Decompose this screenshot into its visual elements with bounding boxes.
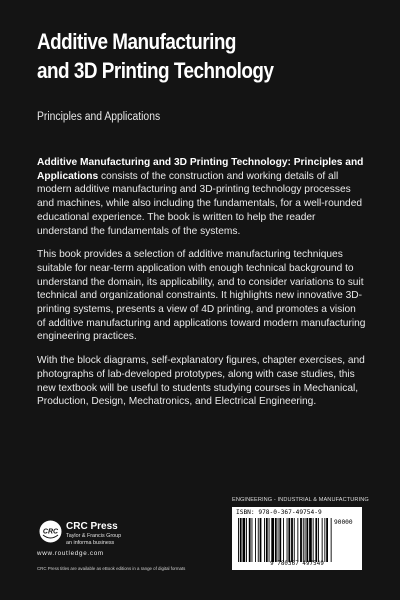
description-paragraph-1 bbox=[37, 156, 367, 238]
description-paragraph-1-text: consists of the construction and working details of all modern additive manufacturing and 3D-printing technology processes and machines, while also including the fundamentals, for a well-rounded educational experience. The book is written to help the reader understand the fundamentals of the systems. bbox=[37, 170, 363, 237]
description-bold-title: Additive Manufacturing and 3D Printing Technology: Principles and Applications bbox=[37, 157, 364, 182]
subject-category: ENGINEERING - INDUSTRIAL & MANUFACTURING bbox=[232, 497, 369, 503]
price-code: 90000 bbox=[334, 519, 353, 526]
publisher-name: CRC Press bbox=[66, 521, 118, 532]
book-subtitle: Principles and Applications bbox=[37, 111, 161, 123]
logo-text: CRC bbox=[42, 528, 59, 536]
description-paragraph-3: With the block diagrams, self-explanatory figures, chapter exercises, and photographs of lab-developed prototypes, along with case studies, this new textbook will be useful to students studying courses in Mechanical, Production, Design, Mechatronics, and Electrical Engineering. bbox=[37, 355, 365, 408]
barcode-digits: 9 780367 497549 bbox=[270, 561, 324, 567]
description-paragraph-2: This book provides a selection of additive manufacturing techniques suitable for near-term application with enough technical background to understand the domain, its applicability, and to consider variations to suit technical and organizational constraints. It highlights new innovative 3D-printing systems, presents a view of 4D printing, and promotes a vision of additive manufacturing and applications toward modern manufacturing engineering practices. bbox=[37, 249, 366, 343]
book-description bbox=[37, 156, 367, 419]
book-title-line-2: and 3D Printing Technology bbox=[37, 58, 274, 83]
publisher-url[interactable]: www.routledge.com bbox=[37, 550, 104, 557]
book-title bbox=[37, 27, 314, 85]
barcode-label bbox=[232, 507, 362, 570]
ebook-footnote: CRC Press titles are available as eBook editions in a range of digital formats bbox=[37, 566, 186, 571]
publisher-group: Taylor & Francis Group bbox=[66, 533, 122, 539]
publisher-informa: an informa business bbox=[66, 540, 115, 546]
crc-press-logo-icon bbox=[39, 520, 62, 543]
isbn-text: ISBN: 978-0-367-49754-9 bbox=[236, 509, 322, 516]
book-title-line-1: Additive Manufacturing bbox=[37, 29, 236, 54]
